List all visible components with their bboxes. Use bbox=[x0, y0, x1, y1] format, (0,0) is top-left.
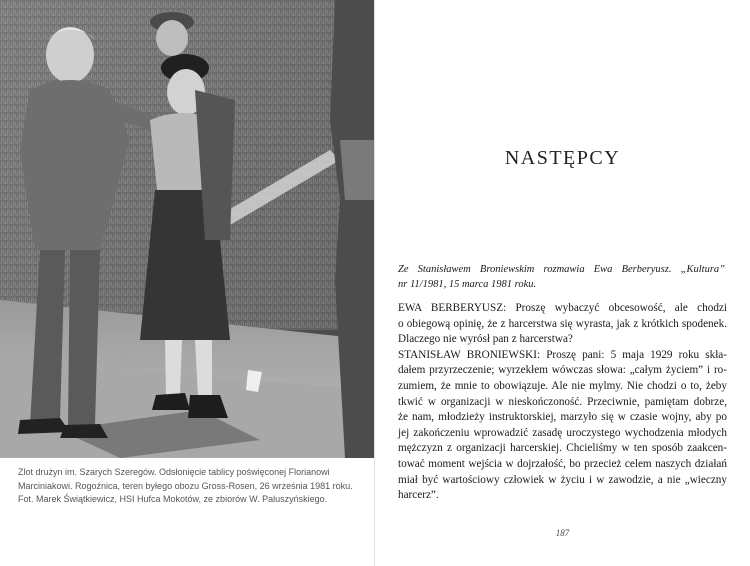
chapter-title: NASTĘPCY bbox=[504, 147, 621, 169]
text-line: zumiem, że mnie to obowiązuje. Ale nie mylmy. Nie chodzi o to, żeby bbox=[398, 379, 727, 392]
text-line: dałem przyrzeczenie; wyrzekłem wówczas słowa: „całym życiem” i ro- bbox=[398, 364, 727, 377]
text-line: Dlaczego nie wyrósł pan z harcerstwa? bbox=[398, 333, 573, 346]
text-line: że nam, młodzieży instruktorskiej, marzyło się w czasie wojny, aby po bbox=[398, 411, 727, 424]
photo-caption bbox=[18, 466, 362, 507]
text-line: EWA BERBERYUSZ: Proszę wybaczyć obcesowość, ale chodzi bbox=[398, 302, 727, 314]
page-number: 187 bbox=[555, 528, 570, 538]
text-line: jej zakończeniu wprowadzić zasadę uroczystego wychodzenia młodych bbox=[398, 426, 727, 439]
text-line: mężczyzn z organizacji harcerskiej. Chcieliśmy w ten sposób zaakcen- bbox=[398, 442, 727, 455]
text-line: tować moment wejścia w dojrzałość, bo przecież celem naszych działań bbox=[398, 457, 727, 470]
interview-text bbox=[398, 301, 727, 504]
photo-illustration bbox=[0, 0, 375, 458]
archival-photo bbox=[0, 0, 375, 458]
caption-line: Zlot drużyn im. Szarych Szeregów. Odsłonięcie tablicy poświęconej Florianowi bbox=[18, 467, 330, 477]
text-line: STANISŁAW BRONIEWSKI: Proszę pani: 5 maja 1929 roku skła- bbox=[398, 348, 727, 361]
text-line: tkwić w organizacji w nieskończoność. Przeciwnie, pamiętam dobrze, bbox=[398, 395, 727, 408]
text-line: harcerz”. bbox=[398, 489, 439, 502]
right-page bbox=[375, 0, 750, 566]
text-line: miał być wartościowy człowiek w życiu i w zawodzie, a nie „wieczny bbox=[398, 473, 727, 486]
epigraph-line: Ze Stanisławem Broniewskim rozmawia Ewa Berberyusz. „Kultura” bbox=[398, 264, 725, 275]
epigraph bbox=[398, 262, 725, 292]
text-line: o obiegową opinię, że z harcerstwa się wyrasta, jak z krótkich spodenek. bbox=[398, 317, 727, 330]
epigraph-line: nr 11/1981, 15 marca 1981 roku. bbox=[398, 279, 537, 290]
caption-line: Marciniakowi. Rogoźnica, teren byłego obozu Gross-Rosen, 26 września 1981 roku. bbox=[18, 480, 353, 491]
caption-line: Fot. Marek Świątkiewicz, HSI Hufca Mokotów, ze zbiorów W. Paluszyńskiego. bbox=[18, 494, 328, 504]
